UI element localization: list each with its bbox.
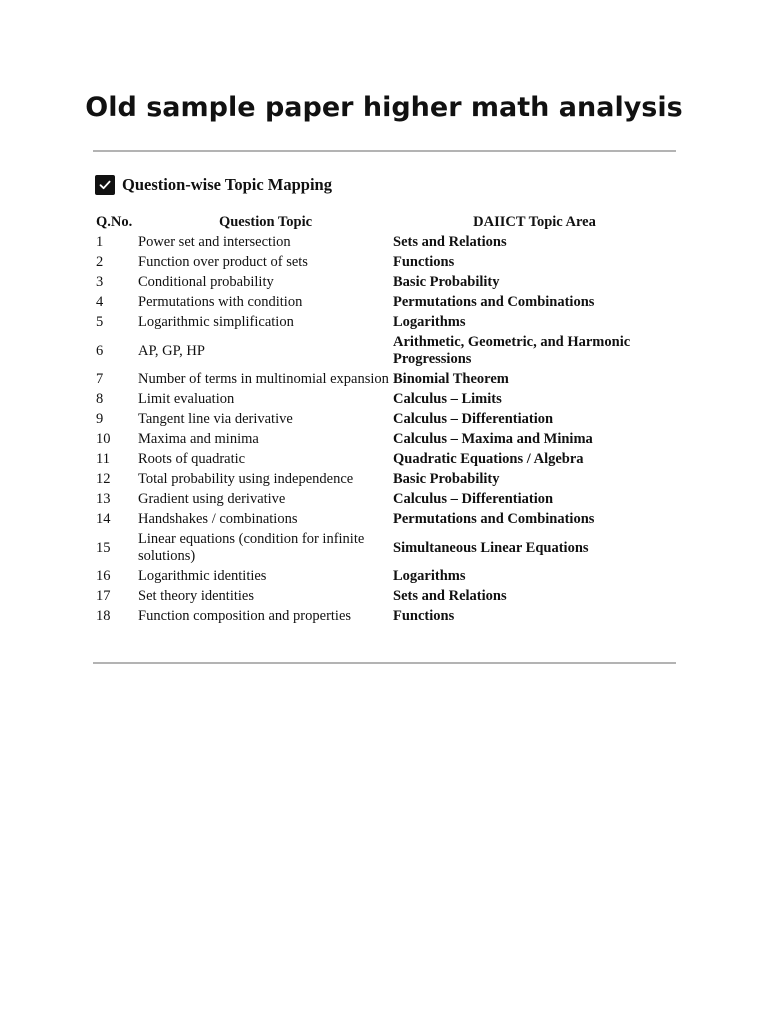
checkbox-checked-icon (95, 175, 115, 195)
table-row (96, 253, 676, 273)
cell-question-topic: Set theory identities (138, 588, 254, 604)
cell-question-topic: Gradient using derivative (138, 491, 286, 507)
cell-qno: 2 (96, 254, 104, 270)
bottom-divider (93, 662, 676, 664)
table-row (96, 450, 676, 470)
cell-qno: 15 (96, 539, 111, 556)
table-row (96, 567, 676, 587)
cell-question-topic: Linear equations (condition for infinite solutions) (138, 531, 365, 564)
cell-qno: 12 (96, 471, 111, 487)
cell-topic-area: Functions (393, 254, 455, 270)
cell-question-topic: Permutations with condition (138, 294, 303, 310)
cell-question-topic: Total probability using independence (138, 471, 354, 487)
cell-topic-area: Arithmetic, Geometric, and Harmonic Progressions (393, 334, 631, 367)
cell-topic-area: Calculus – Differentiation (393, 411, 554, 427)
cell-question-topic: AP, GP, HP (138, 342, 205, 359)
cell-question-topic: Limit evaluation (138, 391, 235, 407)
cell-qno: 10 (96, 431, 111, 447)
cell-qno: 17 (96, 588, 111, 604)
table-row (96, 370, 676, 390)
header-qno: Q.No. (96, 214, 133, 230)
table-row (96, 587, 676, 607)
cell-topic-area: Sets and Relations (393, 234, 507, 250)
topic-mapping-table (96, 212, 676, 627)
table-row (96, 313, 676, 333)
cell-qno: 16 (96, 568, 111, 584)
header-topic-area: DAIICT Topic Area (473, 214, 596, 230)
table-row (96, 530, 676, 567)
cell-qno: 9 (96, 411, 104, 427)
section-header (95, 174, 332, 196)
table-row (96, 510, 676, 530)
cell-question-topic: Tangent line via derivative (138, 411, 293, 427)
cell-topic-area: Sets and Relations (393, 588, 507, 604)
cell-qno: 6 (96, 342, 104, 359)
cell-topic-area: Calculus – Limits (393, 391, 502, 407)
cell-topic-area: Quadratic Equations / Algebra (393, 451, 584, 467)
cell-question-topic: Power set and intersection (138, 234, 291, 250)
cell-qno: 8 (96, 391, 104, 407)
cell-question-topic: Logarithmic simplification (138, 314, 294, 330)
cell-qno: 11 (96, 451, 110, 467)
table-row (96, 233, 676, 253)
table-header-row (96, 212, 676, 233)
cell-qno: 14 (96, 511, 111, 527)
cell-topic-area: Logarithms (393, 568, 466, 584)
cell-qno: 5 (96, 314, 104, 330)
cell-question-topic: Maxima and minima (138, 431, 259, 447)
cell-question-topic: Roots of quadratic (138, 451, 246, 467)
cell-topic-area: Basic Probability (393, 471, 500, 487)
cell-question-topic: Function over product of sets (138, 254, 308, 270)
cell-qno: 1 (96, 234, 104, 250)
cell-topic-area: Permutations and Combinations (393, 511, 595, 527)
table-row (96, 273, 676, 293)
table-row (96, 333, 676, 370)
cell-qno: 3 (96, 274, 104, 290)
cell-question-topic: Conditional probability (138, 274, 274, 290)
table-row (96, 390, 676, 410)
cell-question-topic: Number of terms in multinomial expansion (138, 371, 389, 387)
cell-topic-area: Permutations and Combinations (393, 294, 595, 310)
cell-topic-area: Basic Probability (393, 274, 500, 290)
cell-topic-area: Binomial Theorem (393, 371, 509, 387)
cell-qno: 13 (96, 491, 111, 507)
cell-topic-area: Logarithms (393, 314, 466, 330)
section-title: Question-wise Topic Mapping (122, 175, 332, 194)
cell-qno: 4 (96, 294, 104, 310)
page-title: Old sample paper higher math analysis (85, 92, 683, 123)
cell-qno: 18 (96, 608, 111, 624)
table-row (96, 410, 676, 430)
cell-question-topic: Handshakes / combinations (138, 511, 298, 527)
table-row (96, 607, 676, 627)
cell-topic-area: Functions (393, 608, 455, 624)
table-row (96, 470, 676, 490)
table-row (96, 293, 676, 313)
top-divider (93, 150, 676, 152)
cell-question-topic: Logarithmic identities (138, 568, 267, 584)
cell-topic-area: Calculus – Differentiation (393, 491, 554, 507)
table-row (96, 490, 676, 510)
cell-question-topic: Function composition and properties (138, 608, 352, 624)
table-row (96, 430, 676, 450)
cell-topic-area: Calculus – Maxima and Minima (393, 431, 593, 447)
cell-topic-area: Simultaneous Linear Equations (393, 539, 589, 556)
header-question-topic: Question Topic (218, 214, 313, 230)
cell-qno: 7 (96, 371, 104, 387)
